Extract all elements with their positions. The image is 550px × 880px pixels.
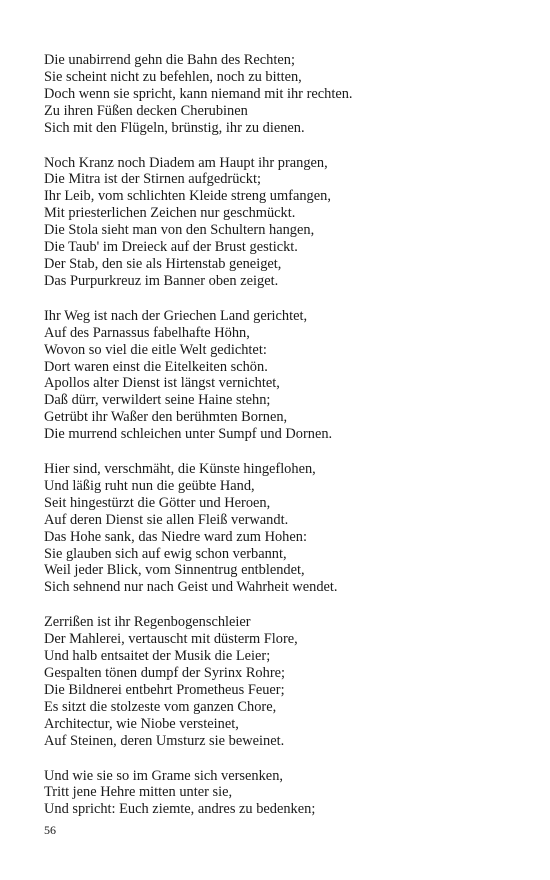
verse-line: Es sitzt die stolzeste vom ganzen Chore,	[44, 698, 277, 715]
verse-line: Ihr Weg ist nach der Griechen Land gerichtet,	[44, 307, 308, 324]
verse-line: Weil jeder Blick, vom Sinnentrug entblendet,	[44, 562, 305, 579]
verse-line: Daß dürr, verwildert seine Haine stehn;	[44, 392, 271, 409]
verse-line: Architectur, wie Niobe versteinet,	[44, 715, 239, 732]
verse-line: Getrübt ihr Waßer den berühmten Bornen,	[44, 409, 288, 426]
verse-line: Und läßig ruht nun die geübte Hand,	[44, 477, 255, 494]
verse-line: Auf Steinen, deren Umsturz sie beweinet.	[44, 732, 285, 749]
verse-line: Und wie sie so im Grame sich versenken,	[44, 767, 283, 784]
verse-line: Zerrißen ist ihr Regenbogenschleier	[44, 614, 251, 631]
verse-line: Auf des Parnassus fabelhafte Höhn,	[44, 324, 250, 341]
verse-line: Das Hohe sank, das Niedre ward zum Hohen:	[44, 528, 307, 545]
stanza-2	[44, 155, 514, 290]
stanza-5	[44, 614, 514, 749]
verse-line: Sich mit den Flügeln, brünstig, ihr zu dienen.	[44, 119, 305, 136]
verse-line: Dort waren einst die Eitelkeiten schön.	[44, 358, 268, 375]
verse-line: Der Mahlerei, vertauscht mit düsterm Flore,	[44, 631, 298, 648]
verse-line: Apollos alter Dienst ist längst vernichtet,	[44, 375, 280, 392]
stanza-6	[44, 768, 514, 819]
stanza-3	[44, 308, 514, 443]
verse-line: Tritt jene Hehre mitten unter sie,	[44, 784, 233, 801]
verse-line: Und spricht: Euch ziemte, andres zu bedenken;	[44, 801, 316, 818]
verse-line: Doch wenn sie spricht, kann niemand mit ihr rechten.	[44, 85, 353, 102]
verse-line: Der Stab, den sie als Hirtenstab geneiget,	[44, 255, 282, 272]
verse-line: Gespalten tönen dumpf der Syrinx Rohre;	[44, 665, 285, 681]
verse-line: Noch Kranz noch Diadem am Haupt ihr prangen,	[44, 154, 328, 171]
verse-line: Die Stola sieht man von den Schultern hangen,	[44, 222, 315, 239]
page-number: 56	[44, 823, 56, 837]
verse-line: Und halb entsaitet der Musik die Leier;	[44, 648, 271, 665]
verse-line: Sie glauben sich auf ewig schon verbannt,	[44, 545, 287, 562]
verse-line: Mit priesterlichen Zeichen nur geschmückt.	[44, 205, 296, 222]
verse-line: Die Bildnerei entbehrt Prometheus Feuer;	[44, 681, 285, 698]
stanza-1	[44, 52, 514, 137]
verse-line: Sie scheint nicht zu befehlen, noch zu bitten,	[44, 68, 302, 85]
verse-line: Ihr Leib, vom schlichten Kleide streng umfangen,	[44, 188, 331, 205]
verse-line: Die Taub' im Dreieck auf der Brust gestickt.	[44, 239, 298, 256]
verse-line: Zu ihren Füßen decken Cherubinen	[44, 102, 248, 119]
verse-line: Die Mitra ist der Stirnen aufgedrückt;	[44, 171, 261, 188]
verse-line: Wovon so viel die eitle Welt gedichtet:	[44, 341, 267, 358]
verse-line: Die unabirrend gehn die Bahn des Rechten;	[44, 52, 295, 68]
verse-line: Hier sind, verschmäht, die Künste hingeflohen,	[44, 461, 316, 478]
verse-line: Sich sehnend nur nach Geist und Wahrheit wendet.	[44, 579, 338, 596]
verse-line: Auf deren Dienst sie allen Fleiß verwandt.	[44, 511, 289, 528]
verse-line: Das Purpurkreuz im Banner oben zeiget.	[44, 272, 279, 289]
poem-text	[44, 52, 514, 836]
stanza-4	[44, 461, 514, 596]
verse-line: Die murrend schleichen unter Sumpf und Dornen.	[44, 426, 333, 443]
verse-line: Seit hingestürzt die Götter und Heroen,	[44, 494, 271, 511]
